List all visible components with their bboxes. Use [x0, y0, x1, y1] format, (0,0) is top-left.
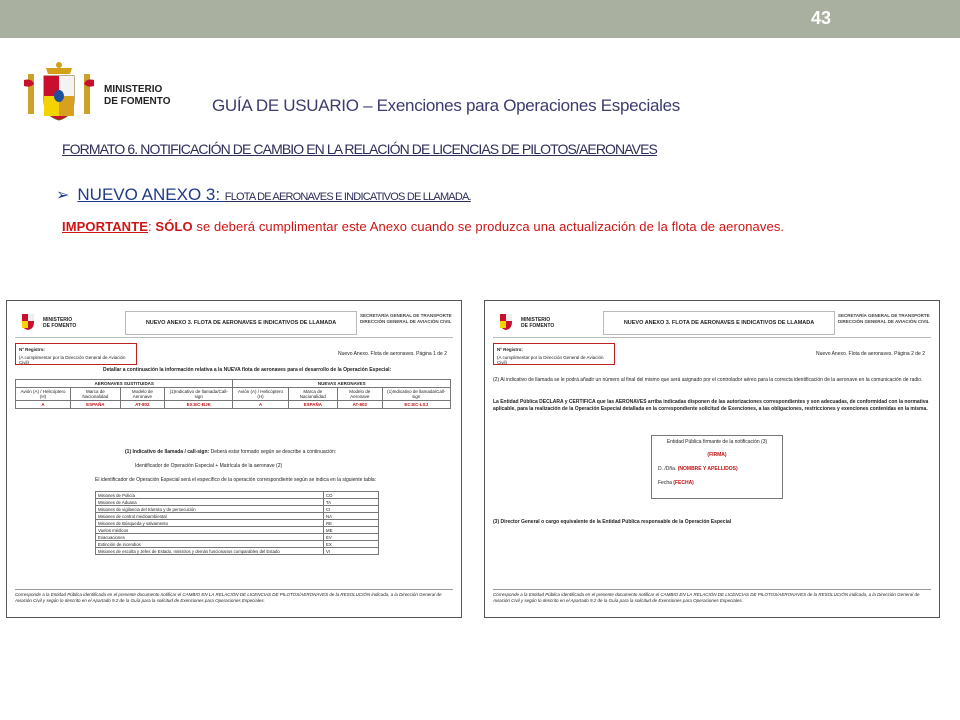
code-desc: Misiones de escolta y Jefes de Estado, ministros y demás funcionarios comparables del Estado: [96, 548, 324, 555]
ministry-line2: DE FOMENTO: [104, 96, 171, 107]
declaration: La Entidad Pública DECLARA y CERTIFICA que las AERONAVES arriba indicadas disponen de las autorizaciones correspondientes y son adecuadas, de conformidad con la normativa aplicable, para la realización de la Operación Especial detallada en la correspondiente solicitud de Exenciones, a las obligaciones, restricciones y exenciones contenidas en la misma.: [493, 399, 929, 412]
mini-coat-of-arms-icon: [497, 311, 515, 331]
note1-formula: Identificador de Operación Especial + Matrícula de la aeronave (2): [135, 463, 283, 469]
table-row: [96, 499, 379, 506]
important-label: IMPORTANTE: [62, 219, 148, 234]
note1: [125, 449, 336, 455]
table-cell: AT-802: [338, 401, 383, 409]
sec-line1: SECRETARÍA GENERAL DE TRANSPORTE: [360, 313, 452, 318]
table-cell: ESPAÑA: [288, 401, 337, 409]
col-mark: Marca de Nacionalidad: [288, 388, 337, 401]
code-value: RE: [324, 520, 379, 527]
aircraft-table: [15, 379, 451, 409]
code-value: VI: [324, 548, 379, 555]
table-row: [96, 506, 379, 513]
code-desc: Extinción de incendios: [96, 541, 324, 548]
arrow-bullet-icon: ➢: [56, 187, 70, 204]
table-row: [96, 520, 379, 527]
form-page-1: [6, 300, 462, 618]
code-desc: Misiones de Aduana: [96, 499, 324, 506]
col-type: Avión (A) / Helicóptero (H): [16, 388, 71, 401]
note2: (2) Al indicativo de llamada se le podrá añadir un número al final del mismo que será asignado por el controlador aéreo para la correcta identificación de la aeronave en la comunicación de radio.: [493, 377, 923, 383]
ministry-line1: MINISTERIO: [104, 84, 163, 95]
registry-box: [493, 343, 615, 365]
anexo-subtitle: FLOTA DE AERONAVES E INDICATIVOS DE LLAMADA.: [224, 191, 471, 203]
table-cell: A: [16, 401, 71, 409]
doc-ministry-line1: MINISTERIO: [43, 317, 73, 323]
sig-date: (FECHA): [673, 480, 694, 486]
code-value: CO: [324, 492, 379, 499]
important-solo: SÓLO: [155, 219, 193, 234]
intro-text: Detallar a continuación la información relativa a la NUEVA flota de aeronaves para el desarrollo de la Operación Especial:: [103, 367, 392, 373]
page-note: Nuevo Anexo. Flota de aeronaves. Página 2 de 2: [816, 351, 925, 357]
table-cell: AT-802: [120, 401, 165, 409]
col-model: Modelo de Aeronave: [338, 388, 383, 401]
table-row: [96, 541, 379, 548]
guide-title: GUÍA DE USUARIO – Exenciones para Operaciones Especiales: [212, 96, 680, 115]
page-note: Nuevo Anexo. Flota de aeronaves. Página 1 de 2: [338, 351, 447, 357]
code-desc: Misiones de control medioambiental: [96, 513, 324, 520]
code-value: EV: [324, 534, 379, 541]
col-call: (1)Indicativo de llamada/Call-sign: [165, 388, 233, 401]
note1-detail: El identificador de Operación Especial será el específico de la operación correspondiente según se indica en la siguiente tabla:: [95, 477, 377, 483]
code-value: EX: [324, 541, 379, 548]
table-row: [96, 527, 379, 534]
table-row: [96, 492, 379, 499]
col-call: (1)Indicativo de llamada/Call-sign: [382, 388, 450, 401]
doc-title: NUEVO ANEXO 3. FLOTA DE AERONAVES E INDICATIVOS DE LLAMADA: [125, 311, 357, 335]
sig-date-label: Fecha: [658, 480, 672, 486]
signature-box: [651, 435, 783, 499]
doc-footer: Corresponde a la Entidad Pública identificada en el presente documento notificar el CAMBIO EN LA RELACIÓN DE LICENCIAS DE PILOTOS/AERONAVES de la RESOLUCIÓN indicada, a la Dirección General de Aviación Civil y según lo descrito en el Apartado 9.2 de la Guía para la solicitud de Exenciones para Operaciones Especiales.: [15, 589, 453, 604]
doc-title: NUEVO ANEXO 3. FLOTA DE AERONAVES E INDICATIVOS DE LLAMADA: [603, 311, 835, 335]
important-text: se deberá cumplimentar este Anexo cuando se produzca una actualización de la flota de aeronaves.: [192, 219, 785, 234]
table-cell: EX:EC-BJK: [165, 401, 233, 409]
registry-box: [15, 343, 137, 365]
ministry-name: [104, 84, 170, 108]
code-desc: Vuelos médicos: [96, 527, 324, 534]
table-cell: ESPAÑA: [71, 401, 120, 409]
sec-line2: DIRECCIÓN GENERAL DE AVIACIÓN CIVIL: [360, 318, 452, 324]
important-notice: [62, 219, 784, 234]
code-desc: Misiones de vigilancia del tránsito y de persecución: [96, 506, 324, 513]
col-type: Avión (A) / Helicóptero (H): [233, 388, 288, 401]
doc-secretariat: [360, 313, 452, 324]
anexo-title: NUEVO ANEXO 3:: [77, 185, 225, 204]
mini-coat-of-arms-icon: [19, 311, 37, 331]
group-old-header: AERONAVES SUSTITUIDAS: [16, 380, 233, 388]
doc-ministry-line2: DE FOMENTO: [43, 323, 77, 329]
table-row: [96, 548, 379, 555]
sig-name-row: [658, 466, 738, 472]
note1-title: (1) Indicativo de llamada / call-sign:: [125, 449, 210, 455]
code-desc: Evacuaciones: [96, 534, 324, 541]
doc-ministry-line2: DE FOMENTO: [521, 323, 555, 329]
page-number: 43: [810, 8, 832, 28]
doc-header: [493, 307, 931, 338]
table-row: [96, 513, 379, 520]
doc-footer: Corresponde a la Entidad Pública identificada en el presente documento notificar el CAMBIO EN LA RELACIÓN DE LICENCIAS DE PILOTOS/AERONAVES de la RESOLUCIÓN indicada, a la Dirección General de Aviación Civil y según lo descrito en el Apartado 9.2 de la Guía para la solicitud de Exenciones para Operaciones Especiales.: [493, 589, 931, 604]
registry-label: Nº Registro:: [19, 347, 45, 352]
registry-note: (A cumplimentar por la Dirección General de Aviación Civil): [497, 355, 604, 365]
table-row: [96, 534, 379, 541]
group-new-header: NUEVAS AERONAVES: [233, 380, 451, 388]
col-model: Modelo de Aeronave: [120, 388, 165, 401]
doc-ministry: [43, 317, 76, 329]
code-value: NA: [324, 513, 379, 520]
note3: (3) Director General o cargo equivalente de la Entidad Pública responsable de la Operación Especial: [493, 519, 732, 525]
registry-note: (A cumplimentar por la Dirección General de Aviación Civil): [19, 355, 126, 365]
doc-ministry-line1: MINISTERIO: [521, 317, 551, 323]
code-value: TA: [324, 499, 379, 506]
code-value: ME: [324, 527, 379, 534]
sig-name: (NOMBRE Y APELLIDOS): [677, 466, 738, 472]
table-cell: A: [233, 401, 288, 409]
format-title: FORMATO 6. NOTIFICACIÓN DE CAMBIO EN LA RELACIÓN DE LICENCIAS DE PILOTOS/AERONAVES: [62, 141, 657, 157]
doc-secretariat: [838, 313, 930, 324]
code-desc: Misiones de Búsqueda y salvamento: [96, 520, 324, 527]
code-desc: Misiones de Policía: [96, 492, 324, 499]
sig-title: Entidad Pública firmante de la notificación (3): [666, 439, 768, 445]
important-colon: :: [147, 219, 156, 234]
sig-date-row: [658, 480, 694, 486]
table-cell: EC:EC-LSJ: [382, 401, 450, 409]
col-mark: Marca de Nacionalidad: [71, 388, 120, 401]
codes-table: [95, 491, 379, 555]
sig-name-label: D. /Dña.: [658, 466, 677, 472]
sec-line1: SECRETARÍA GENERAL DE TRANSPORTE: [838, 313, 930, 318]
registry-label: Nº Registro:: [497, 347, 523, 352]
top-bar: [0, 0, 960, 38]
anexo-heading: [56, 185, 471, 205]
note1-text: Deberá estar formado según se describe a continuación:: [209, 449, 337, 455]
sec-line2: DIRECCIÓN GENERAL DE AVIACIÓN CIVIL: [838, 318, 930, 324]
doc-ministry: [521, 317, 554, 329]
code-value: CI: [324, 506, 379, 513]
form-page-2: [484, 300, 940, 618]
sig-firma: (FIRMA): [707, 452, 727, 458]
doc-header: [15, 307, 453, 338]
coat-of-arms-icon: [24, 60, 94, 124]
